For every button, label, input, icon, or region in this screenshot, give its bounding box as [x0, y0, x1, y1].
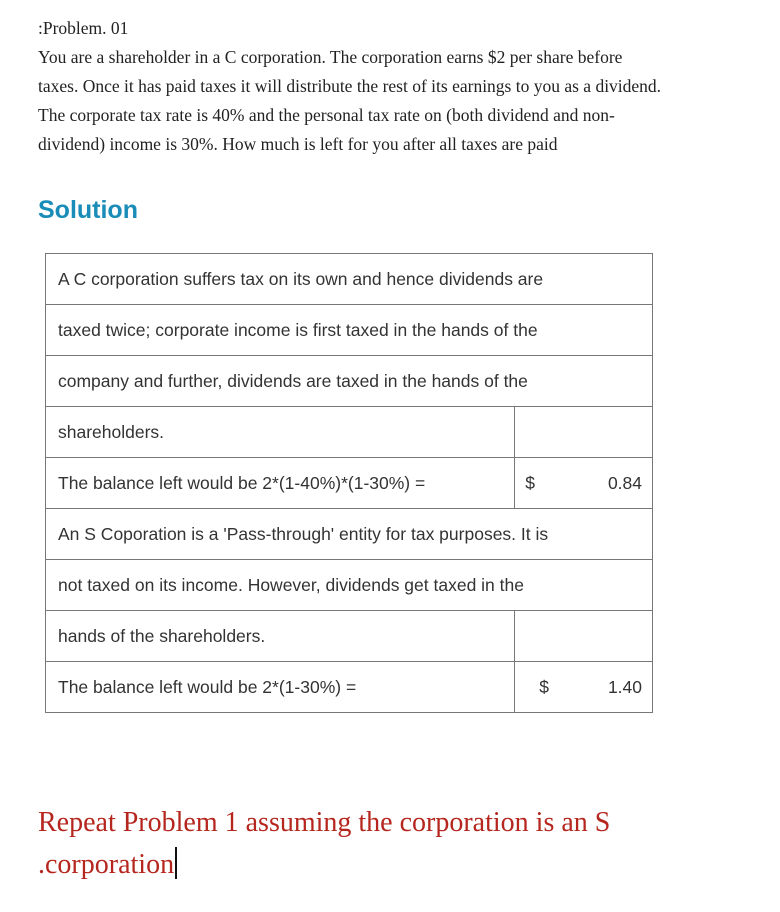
table-row — [46, 458, 653, 509]
empty-cell — [515, 407, 653, 458]
s-corp-result-label: The balance left would be 2*(1-30%) = — [46, 662, 515, 713]
currency-symbol: $ — [539, 676, 549, 697]
table-row — [46, 560, 653, 611]
table-row — [46, 611, 653, 662]
table-row — [46, 662, 653, 713]
c-corp-result-value: 0.84 — [607, 472, 642, 493]
s-corp-text-1: An S Coporation is a 'Pass-through' entity for tax purposes. It is — [46, 509, 653, 560]
c-corp-text-2: taxed twice; corporate income is first taxed in the hands of the — [46, 305, 653, 356]
table-row — [46, 356, 653, 407]
table-row — [46, 305, 653, 356]
text-cursor-icon — [175, 847, 177, 879]
c-corp-text-3: company and further, dividends are taxed in the hands of the — [46, 356, 653, 407]
c-corp-result-label: The balance left would be 2*(1-40%)*(1-30%) = — [46, 458, 515, 509]
problem-line-2: taxes. Once it has paid taxes it will distribute the rest of its earnings to you as a dividend. — [38, 76, 662, 96]
problem-statement — [38, 14, 758, 159]
followup-question[interactable] — [38, 802, 610, 886]
followup-line-2-text: .corporation — [38, 849, 175, 880]
table-row — [46, 254, 653, 305]
s-corp-result-value: 1.40 — [607, 676, 642, 697]
c-corp-text-1: A C corporation suffers tax on its own and hence dividends are — [46, 254, 653, 305]
problem-line-1: You are a shareholder in a C corporation. The corporation earns $2 per share before — [38, 47, 623, 67]
currency-symbol: $ — [525, 472, 535, 493]
solution-heading: Solution — [38, 196, 138, 224]
empty-cell — [515, 611, 653, 662]
followup-line-2 — [38, 844, 610, 886]
s-corp-result-cell — [515, 662, 653, 713]
problem-title: :Problem. 01 — [38, 18, 129, 38]
c-corp-text-4: shareholders. — [46, 407, 515, 458]
followup-line-1: Repeat Problem 1 assuming the corporation is an S — [38, 807, 611, 838]
s-corp-text-3: hands of the shareholders. — [46, 611, 515, 662]
table-row — [46, 407, 653, 458]
problem-line-3: The corporate tax rate is 40% and the personal tax rate on (both dividend and non- — [38, 105, 615, 125]
s-corp-text-2: not taxed on its income. However, dividends get taxed in the — [46, 560, 653, 611]
solution-spreadsheet — [45, 253, 653, 713]
c-corp-result-cell — [515, 458, 653, 509]
problem-line-4: dividend) income is 30%. How much is left for you after all taxes are paid — [38, 134, 558, 154]
table-row — [46, 509, 653, 560]
